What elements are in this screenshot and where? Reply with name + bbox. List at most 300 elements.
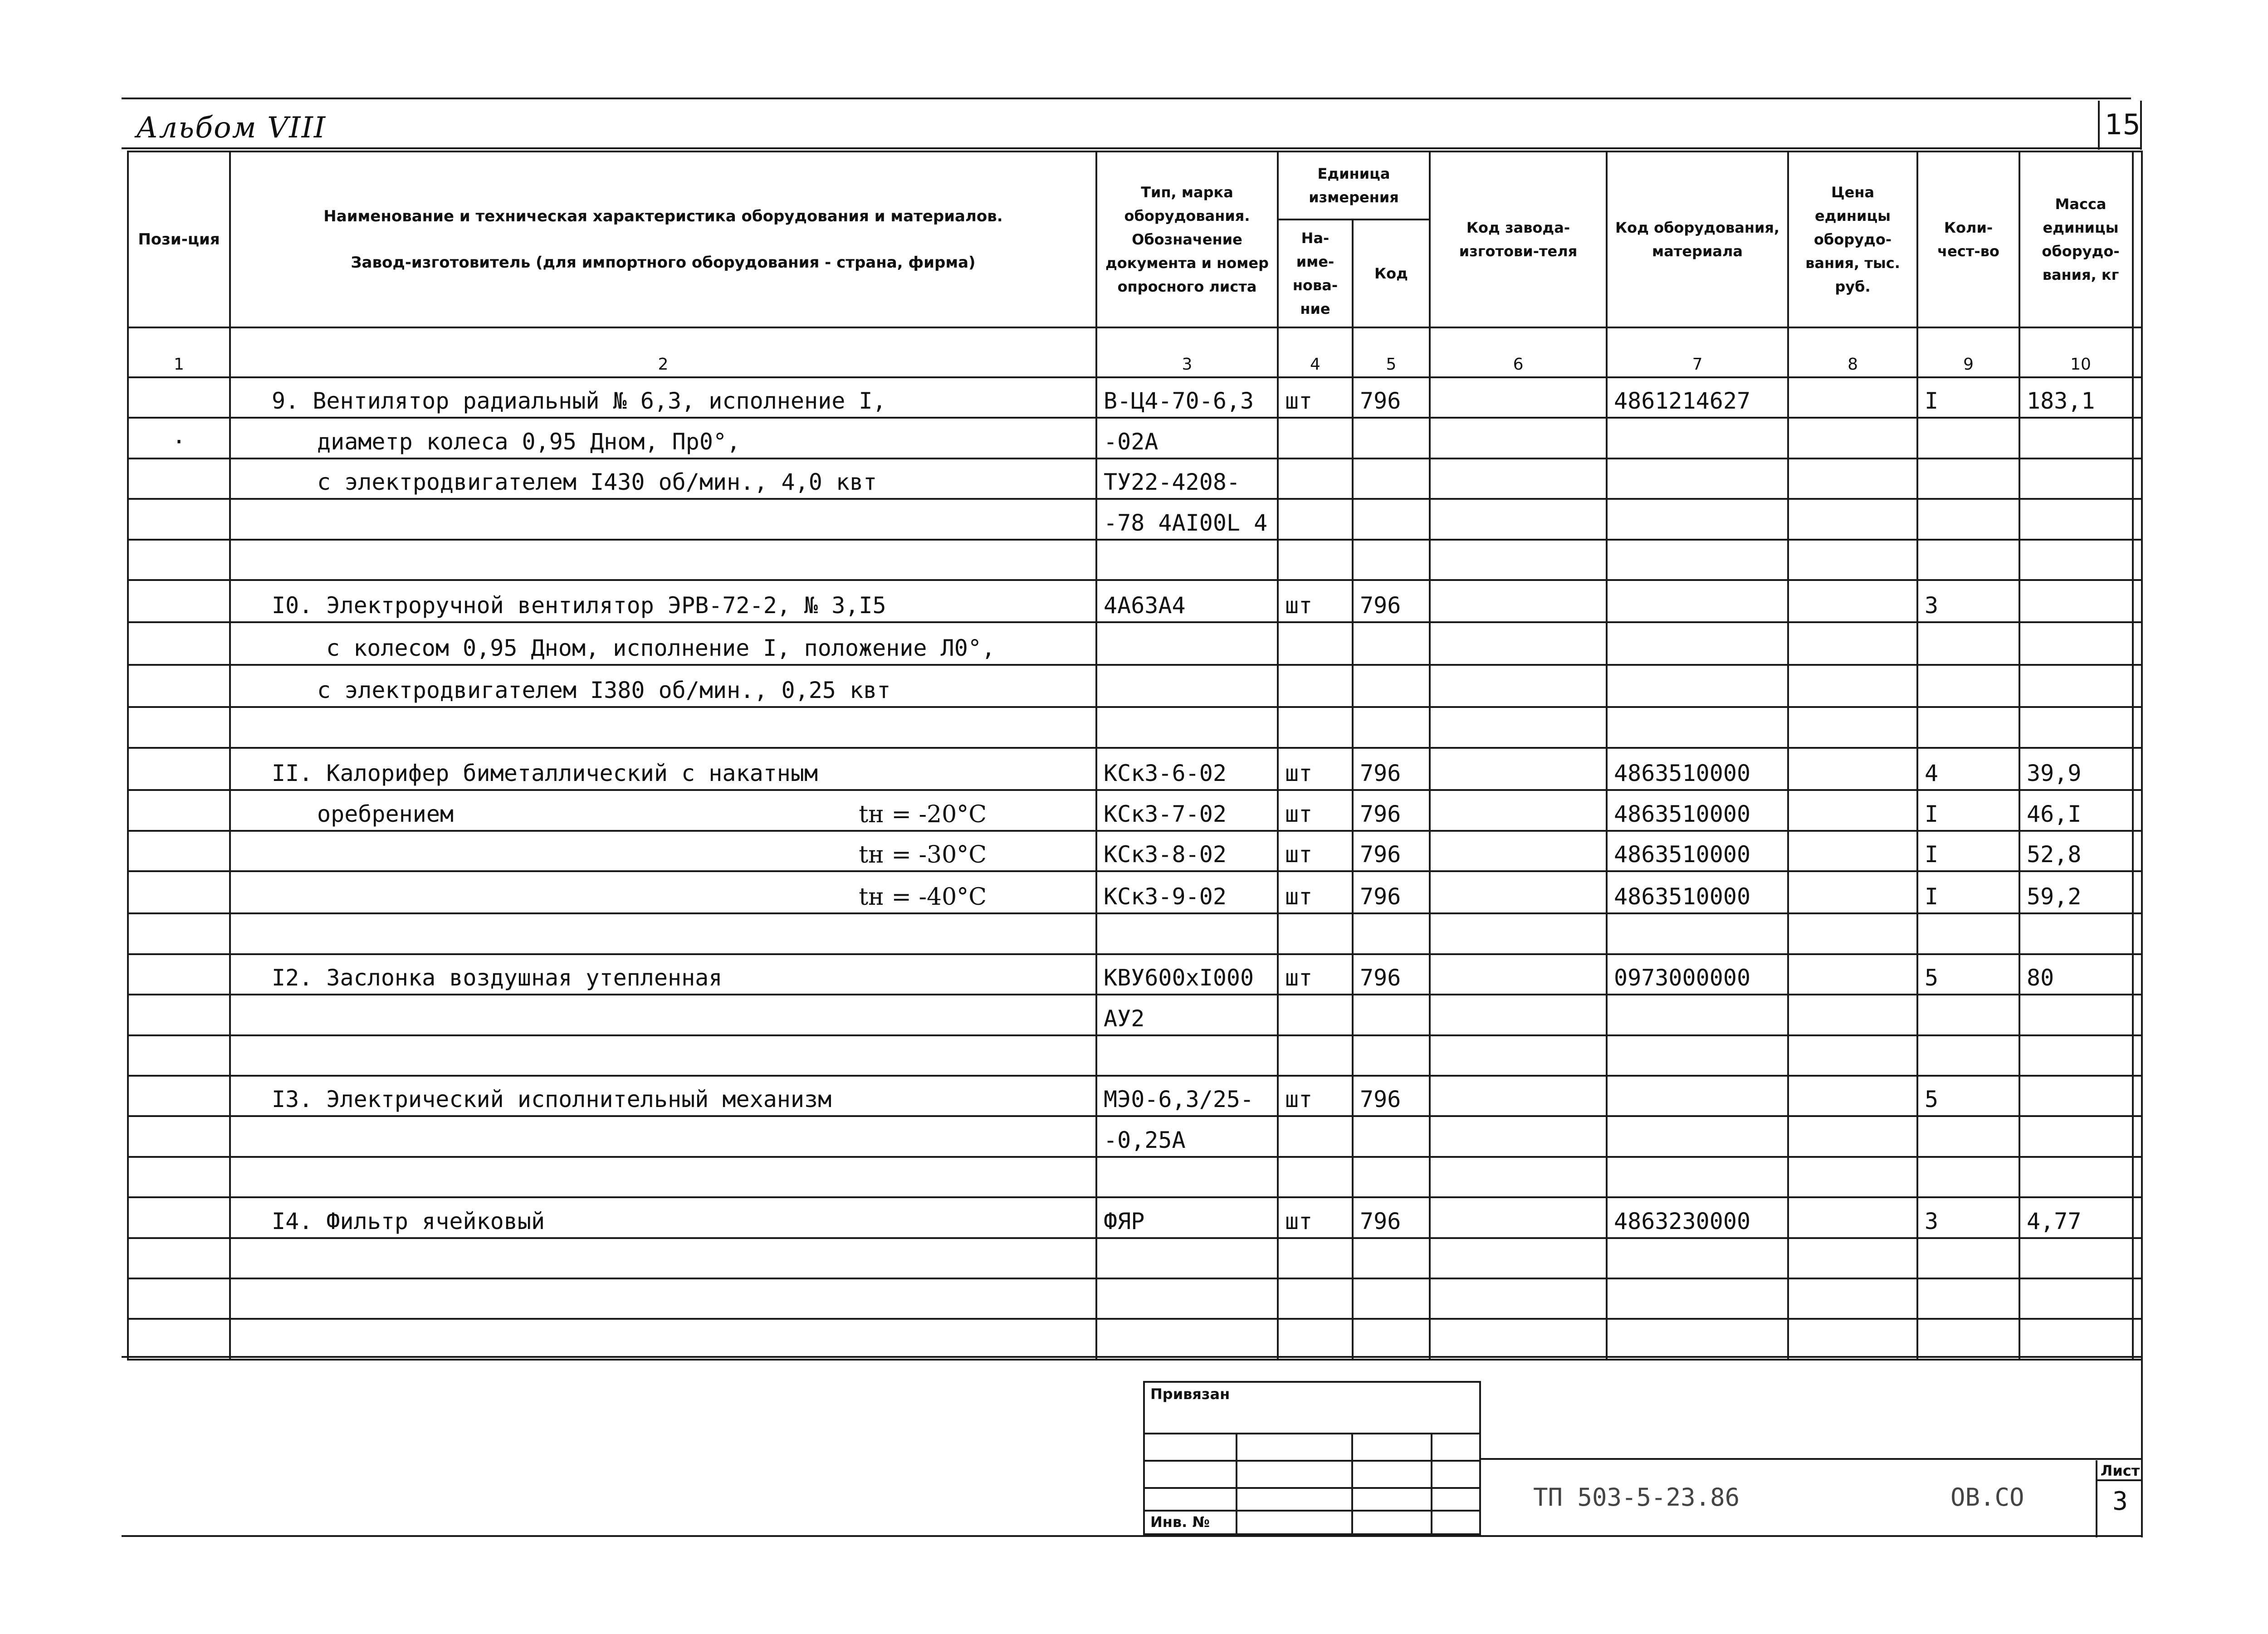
cell-mcode [1430,954,1607,995]
stamp-rule [1431,1433,1432,1537]
cell-mcode [1430,1076,1607,1116]
item-name: оребрением [317,800,454,827]
cell-ecode [1607,458,1788,499]
cell-qty [1917,1157,2019,1197]
table-row [128,458,2142,499]
table-row [128,831,2142,871]
item-name: II. Калорифер биметаллический с накатным [272,760,818,787]
col-qty-header: Коли-чест-во [1917,151,2019,327]
table-row [128,707,2142,747]
cell-mcode [1430,1035,1607,1076]
right-margin-rule [2132,151,2134,1361]
cell-price [1788,377,1917,418]
col-type-header: Тип, марка оборудования. Обозначение документа и номер опросного листа [1096,151,1278,327]
cell-qty [1917,1278,2019,1319]
cell-mass [2019,499,2142,539]
cell-ecode [1607,1035,1788,1076]
cell-price [1788,871,1917,913]
cell-ecode [1607,913,1788,954]
table-row [128,540,2142,580]
equipment-spec-table [127,151,2143,1361]
cell-ucode: 796 [1353,580,1430,622]
cell-type [1096,1238,1278,1278]
cell-unit [1278,1278,1353,1319]
cell-type [1096,622,1278,664]
cell-ecode: 4863230000 [1607,1197,1788,1238]
cell-price [1788,1238,1917,1278]
cell-ecode: 4863510000 [1607,831,1788,871]
cell-ucode: 796 [1353,377,1430,418]
table-row [128,1157,2142,1197]
header-rule [122,147,2140,149]
stamp-rule [1236,1433,1237,1537]
cell-mass [2019,665,2142,707]
cell-mcode [1430,377,1607,418]
cell-price [1788,790,1917,830]
cell-price [1788,1197,1917,1238]
col-equip-code-header: Код оборудования, материала [1607,151,1788,327]
col-number: 3 [1096,327,1278,377]
cell-mass [2019,418,2142,458]
item-name-cell [230,665,1096,707]
cell-pos [128,458,230,499]
cell-price [1788,622,1917,664]
item-name: с колесом 0,95 Дном, исполнение I, положение Л0°, [326,634,996,661]
col-name-header-line1: Наименование и техническая характеристика оборудования и материалов. [323,207,1003,225]
cell-unit: шт [1278,831,1353,871]
cell-type [1096,665,1278,707]
cell-price [1788,831,1917,871]
cell-ucode [1353,1035,1430,1076]
cell-mass [2019,1035,2142,1076]
cell-mass [2019,1319,2142,1360]
cell-price [1788,954,1917,995]
cell-mcode [1430,665,1607,707]
cell-type [1096,1035,1278,1076]
table-row [128,748,2142,790]
cell-pos [128,831,230,871]
cell-unit: шт [1278,377,1353,418]
cell-qty [1917,1238,2019,1278]
cell-ucode: 796 [1353,1197,1430,1238]
cell-unit [1278,499,1353,539]
cell-unit: шт [1278,580,1353,622]
cell-mass [2019,913,2142,954]
cell-mass [2019,1238,2142,1278]
cell-mcode [1430,540,1607,580]
sheet-label: Лист [2100,1462,2140,1479]
cell-qty [1917,1319,2019,1360]
col-number: 9 [1917,327,2019,377]
cell-unit: шт [1278,954,1353,995]
cell-mass: 52,8 [2019,831,2142,871]
cell-pos [128,1035,230,1076]
cell-type: ФЯР [1096,1197,1278,1238]
cell-price [1788,458,1917,499]
cell-unit [1278,1238,1353,1278]
col-number: 6 [1430,327,1607,377]
cell-ucode: 796 [1353,954,1430,995]
cell-pos [128,913,230,954]
cell-ucode [1353,622,1430,664]
cell-ucode [1353,1157,1430,1197]
cell-type: КСк3-6-02 [1096,748,1278,790]
table-row [128,622,2142,664]
cell-unit [1278,1035,1353,1076]
item-name-cell [230,1278,1096,1319]
cell-ecode [1607,540,1788,580]
cell-unit: шт [1278,1197,1353,1238]
item-name: I2. Заслонка воздушная утепленная [272,965,723,991]
col-number: 2 [230,327,1096,377]
cell-unit: шт [1278,871,1353,913]
cell-mcode [1430,913,1607,954]
cell-ucode [1353,418,1430,458]
cell-mass: 59,2 [2019,871,2142,913]
cell-mass [2019,995,2142,1035]
cell-pos [128,707,230,747]
cell-type: -78 4АI00L 4 [1096,499,1278,539]
cell-mass [2019,540,2142,580]
cell-ucode: 796 [1353,831,1430,871]
sheet-number: 3 [2097,1479,2143,1516]
cell-ecode [1607,995,1788,1035]
cell-mass [2019,458,2142,499]
item-name-cell [230,377,1096,418]
cell-unit [1278,1157,1353,1197]
col-number: 4 [1278,327,1353,377]
item-name-cell [230,580,1096,622]
cell-pos [128,1278,230,1319]
cell-qty: 3 [1917,580,2019,622]
cell-ecode [1607,1319,1788,1360]
cell-qty [1917,995,2019,1035]
item-name: I4. Фильтр ячейковый [272,1208,545,1234]
table-row [128,954,2142,995]
cell-pos [128,954,230,995]
col-price-header: Цена единицы оборудо-вания, тыс. руб. [1788,151,1917,327]
cell-price [1788,665,1917,707]
col-pos-header: Пози-ция [128,151,230,327]
cell-ecode [1607,665,1788,707]
cell-pos [128,995,230,1035]
cell-mass: 183,1 [2019,377,2142,418]
item-name-cell [230,418,1096,458]
cell-price [1788,1035,1917,1076]
section-code: ОВ.СО [1950,1483,2024,1512]
col-unit-code-header: Код [1353,219,1430,327]
table-row [128,913,2142,954]
cell-ucode [1353,540,1430,580]
cell-ecode: 4863510000 [1607,748,1788,790]
top-border [122,98,2131,99]
cell-type: ТУ22-4208- [1096,458,1278,499]
cell-mcode [1430,1116,1607,1156]
item-name: с электродвигателем I430 об/мин., 4,0 квт [317,469,877,496]
cell-qty: I [1917,831,2019,871]
cell-mass [2019,1157,2142,1197]
cell-pos [128,499,230,539]
cell-price [1788,1319,1917,1360]
cell-ucode [1353,499,1430,539]
cell-pos [128,1197,230,1238]
table-row [128,1035,2142,1076]
item-name-cell [230,1238,1096,1278]
col-number: 10 [2019,327,2142,377]
table-row [128,1076,2142,1116]
cell-mcode [1430,831,1607,871]
cell-ecode [1607,1076,1788,1116]
cell-pos [128,871,230,913]
cell-unit [1278,540,1353,580]
cell-ecode [1607,1116,1788,1156]
table-row [128,790,2142,830]
cell-mcode [1430,871,1607,913]
item-name-cell [230,540,1096,580]
cell-unit [1278,1319,1353,1360]
cell-ecode [1607,1157,1788,1197]
cell-qty: 3 [1917,1197,2019,1238]
item-name: I3. Электрический исполнительный механизм [272,1086,832,1113]
cell-mass [2019,1116,2142,1156]
cell-type: КСк3-9-02 [1096,871,1278,913]
cell-mcode [1430,790,1607,830]
cell-ucode [1353,995,1430,1035]
item-name-cell [230,913,1096,954]
cell-type: АУ2 [1096,995,1278,1035]
cell-type: КВУ600хI000 [1096,954,1278,995]
cell-ecode [1607,499,1788,539]
cell-ucode [1353,707,1430,747]
cell-price [1788,418,1917,458]
cell-ucode [1353,665,1430,707]
table-row [128,1197,2142,1238]
cell-qty: 5 [1917,954,2019,995]
album-title: Альбом VIII [136,111,327,145]
item-name-cell [230,790,1096,830]
cell-qty [1917,622,2019,664]
cell-ucode: 796 [1353,1076,1430,1116]
item-name-cell [230,458,1096,499]
cell-unit [1278,995,1353,1035]
table-row [128,995,2142,1035]
item-name: 9. Вентилятор радиальный № 6,3, исполнение I, [272,388,886,415]
cell-ucode [1353,1238,1430,1278]
cell-pos [128,1076,230,1116]
cell-type: В-Ц4-70-6,3 [1096,377,1278,418]
cell-pos [128,1116,230,1156]
cell-mcode [1430,580,1607,622]
cell-ecode [1607,707,1788,747]
item-name-cell [230,831,1096,871]
cell-ucode [1353,913,1430,954]
cell-pos [128,622,230,664]
cell-pos [128,540,230,580]
cell-unit [1278,913,1353,954]
outside-temperature: tн = -40°C [859,883,987,911]
cell-qty: 4 [1917,748,2019,790]
col-number: 5 [1353,327,1430,377]
cell-qty [1917,707,2019,747]
cell-type [1096,1319,1278,1360]
cell-price [1788,995,1917,1035]
cell-unit [1278,458,1353,499]
cell-type [1096,1157,1278,1197]
table-row [128,377,2142,418]
stamp-privyazan-label: Привязан [1150,1385,1230,1403]
cell-unit [1278,665,1353,707]
column-number-row [128,327,2142,377]
cell-type: 4А63А4 [1096,580,1278,622]
cell-pos [128,790,230,830]
cell-mass [2019,622,2142,664]
cell-pos [128,748,230,790]
stamp-inv-label: Инв. № [1150,1513,1210,1531]
cell-pos: · [128,418,230,458]
cell-ucode [1353,1319,1430,1360]
item-name: с электродвигателем I380 об/мин., 0,25 квт [317,677,891,704]
cell-price [1788,707,1917,747]
cell-mass: 4,77 [2019,1197,2142,1238]
col-maker-code-header: Код завода-изготови-теля [1430,151,1607,327]
item-name-cell [230,1197,1096,1238]
table-bottom-rule [122,1356,2141,1358]
cell-mcode [1430,995,1607,1035]
cell-pos [128,377,230,418]
cell-price [1788,499,1917,539]
outside-temperature: tн = -30°C [859,841,987,868]
item-name: I0. Электроручной вентилятор ЭРВ-72-2, № 3,I5 [272,592,886,619]
table-row [128,499,2142,539]
cell-type [1096,540,1278,580]
cell-pos [128,665,230,707]
table-row [128,1278,2142,1319]
table-row [128,418,2142,458]
cell-type: -02А [1096,418,1278,458]
cell-unit [1278,622,1353,664]
cell-qty: I [1917,790,2019,830]
item-name-cell [230,954,1096,995]
item-name-cell [230,1319,1096,1360]
cell-mcode [1430,458,1607,499]
stamp-rule [1351,1433,1353,1537]
cell-unit: шт [1278,790,1353,830]
cell-mcode [1430,1197,1607,1238]
sheet-bottom-rule [122,1535,2141,1537]
cell-mass [2019,1278,2142,1319]
table-row [128,1238,2142,1278]
table-row [128,871,2142,913]
cell-ecode: 4863510000 [1607,871,1788,913]
col-number: 7 [1607,327,1788,377]
cell-pos [128,1157,230,1197]
col-unit-name-header: На-име-нова-ние [1278,219,1353,327]
cell-qty [1917,540,2019,580]
cell-ecode: 4863510000 [1607,790,1788,830]
cell-mcode [1430,622,1607,664]
cell-ucode [1353,1116,1430,1156]
item-name: диаметр колеса 0,95 Дном, Пр0°, [317,428,741,455]
cell-pos [128,1319,230,1360]
cell-type: -0,25А [1096,1116,1278,1156]
item-name-cell [230,499,1096,539]
cell-ecode [1607,580,1788,622]
cell-price [1788,1157,1917,1197]
table-row [128,1116,2142,1156]
cell-price [1788,913,1917,954]
cell-price [1788,580,1917,622]
col-name-header-line2: Завод-изготовитель (для импортного оборудования - страна, фирма) [351,254,976,272]
cell-type [1096,913,1278,954]
table-row [128,665,2142,707]
sheet-box [2096,1460,2143,1537]
cell-ecode [1607,1238,1788,1278]
cell-unit: шт [1278,1076,1353,1116]
item-name-cell [230,1035,1096,1076]
item-name-cell [230,707,1096,747]
title-block-rule [1481,1458,2141,1460]
col-unit-header: Единица измерения [1278,151,1430,219]
cell-unit [1278,707,1353,747]
item-name-cell [230,995,1096,1035]
item-name-cell [230,748,1096,790]
cell-mass: 46,I [2019,790,2142,830]
cell-mcode [1430,418,1607,458]
cell-mcode [1430,1319,1607,1360]
item-name-cell [230,1157,1096,1197]
cell-qty [1917,418,2019,458]
outside-temperature: tн = -20°C [859,800,987,828]
cell-price [1788,1076,1917,1116]
col-name-header [230,151,1096,327]
page-number: 15 [2105,108,2141,141]
cell-qty: 5 [1917,1076,2019,1116]
cell-mcode [1430,499,1607,539]
item-name-cell [230,1116,1096,1156]
col-mass-header: Масса единицы оборудо-вания, кг [2019,151,2142,327]
cell-mass: 39,9 [2019,748,2142,790]
col-number: 1 [128,327,230,377]
cell-mcode [1430,748,1607,790]
cell-type [1096,707,1278,747]
cell-price [1788,1116,1917,1156]
cell-type: МЭ0-6,3/25- [1096,1076,1278,1116]
cell-ecode [1607,418,1788,458]
cell-mcode [1430,1278,1607,1319]
cell-ecode [1607,622,1788,664]
item-name-cell [230,871,1096,913]
item-name-cell [230,1076,1096,1116]
cell-mass [2019,1076,2142,1116]
cell-qty: I [1917,377,2019,418]
cell-ucode [1353,1278,1430,1319]
col-number: 8 [1788,327,1917,377]
cell-qty [1917,499,2019,539]
cell-qty [1917,1116,2019,1156]
cell-qty [1917,913,2019,954]
cell-pos [128,580,230,622]
cell-ucode: 796 [1353,748,1430,790]
page-number-box-left [2098,101,2100,150]
cell-mcode [1430,1157,1607,1197]
cell-ecode: 0973000000 [1607,954,1788,995]
cell-qty [1917,665,2019,707]
table-row [128,580,2142,622]
cell-ecode [1607,1278,1788,1319]
cell-pos [128,1238,230,1278]
binding-stamp [1143,1381,1481,1535]
cell-ucode: 796 [1353,871,1430,913]
